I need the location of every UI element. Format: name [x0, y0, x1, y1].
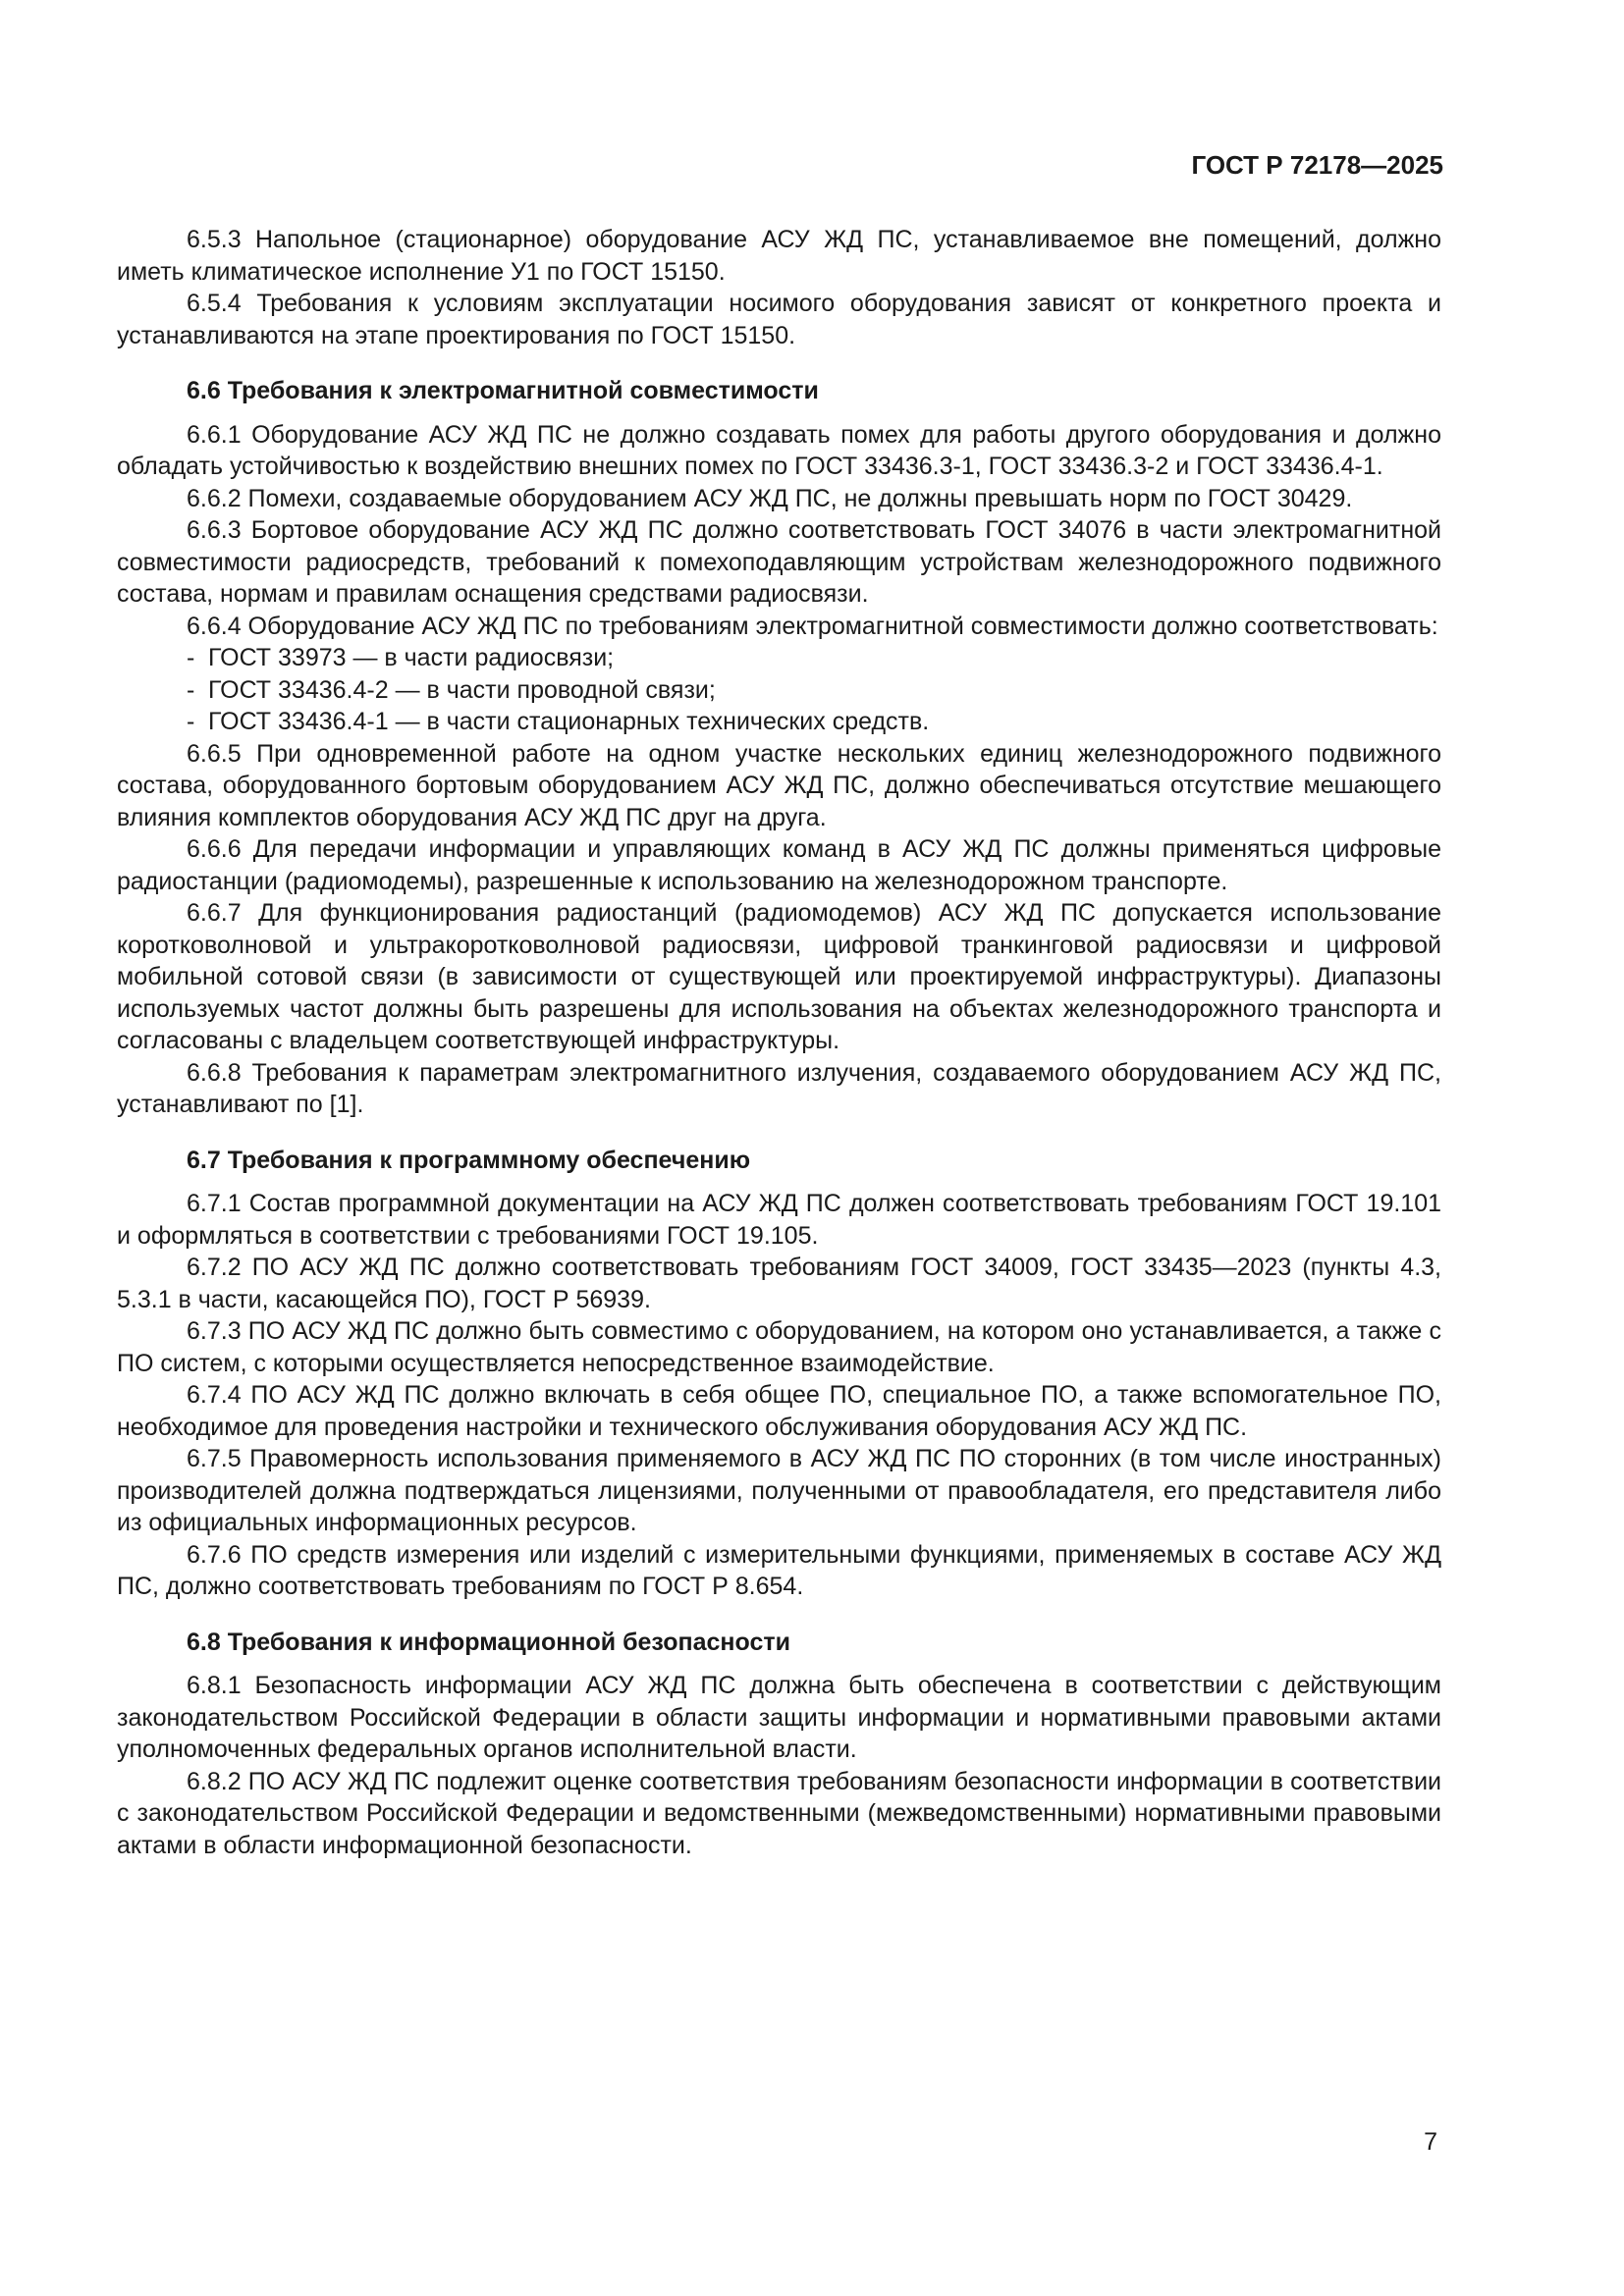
paragraph-6-6-7: 6.6.7 Для функционирования радиостанций (радиомодемов) АСУ ЖД ПС допускается использование коротковолновой и ультракоротковолновой радиосвязи, цифровой транкинговой радиосвязи и цифровой мобильной сотовой связи (в зависимости от существующей или проектируемой инфраструктуры). Диапазоны используемых частот должны быть разрешены для использования на объектах железнодорожного транспорта и согласованы с владельцем соответствующей инфраструктуры.	[117, 899, 1441, 1054]
page-number: 7	[1424, 2128, 1437, 2156]
paragraph-6-5-3: 6.5.3 Напольное (стационарное) оборудование АСУ ЖД ПС, устанавливаемое вне помещений, должно иметь климатическое исполнение У1 по ГОСТ 15150.	[117, 226, 1441, 286]
paragraph-6-6-1: 6.6.1 Оборудование АСУ ЖД ПС не должно создавать помех для работы другого оборудования и должно обладать устойчивостью к воздействию внешних помех по ГОСТ 33436.3-1, ГОСТ 33436.3-2 и ГОСТ 33436.4-1.	[117, 420, 1441, 480]
list-dash: -	[187, 644, 195, 671]
list-item	[117, 642, 1441, 674]
list-dash: -	[187, 675, 195, 704]
paragraph-6-6-3: 6.6.3 Бортовое оборудование АСУ ЖД ПС должно соответствовать ГОСТ 34076 в части электромагнитной совместимости радиосредств, требований к помехоподавляющим устройствам железнодорожного подвижного состава, нормам и правилам оснащения средствами радиосвязи.	[117, 516, 1441, 608]
document-body	[117, 224, 1441, 1861]
paragraph-6-8-2: 6.8.2 ПО АСУ ЖД ПС подлежит оценке соответствия требованиям безопасности информации в соответствии с законодательством Российской Федерации и ведомственными (межведомственными) нормативными правовыми актами в области информационной безопасности.	[117, 1767, 1441, 1859]
paragraph-6-5-4: 6.5.4 Требования к условиям эксплуатации носимого оборудования зависят от конкретного проекта и устанавливаются на этапе проектирования по ГОСТ 15150.	[117, 290, 1441, 349]
paragraph-6-7-2: 6.7.2 ПО АСУ ЖД ПС должно соответствовать требованиям ГОСТ 34009, ГОСТ 33435—2023 (пункты 4.3, 5.3.1 в части, касающейся ПО), ГОСТ Р 56939.	[117, 1254, 1441, 1313]
list-item-text: ГОСТ 33436.4-2 — в части проводной связи;	[208, 675, 716, 704]
list-item	[117, 674, 1441, 707]
paragraph-6-6-2: 6.6.2 Помехи, создаваемые оборудованием АСУ ЖД ПС, не должны превышать норм по ГОСТ 30429.	[187, 484, 1353, 512]
paragraph-6-7-1: 6.7.1 Состав программной документации на АСУ ЖД ПС должен соответствовать требованиям ГОСТ 19.101 и оформляться в соответствии с требованиями ГОСТ 19.105.	[117, 1190, 1441, 1250]
section-heading-6-6: 6.6 Требования к электромагнитной совместимости	[187, 377, 819, 404]
list-item-text: ГОСТ 33973 — в части радиосвязи;	[208, 644, 615, 671]
paragraph-6-6-6: 6.6.6 Для передачи информации и управляющих команд в АСУ ЖД ПС должны применяться цифровые радиостанции (радиомодемы), разрешенные к использованию на железнодорожном транспорте.	[117, 835, 1441, 895]
list-item-text: ГОСТ 33436.4-1 — в части стационарных технических средств.	[208, 708, 930, 735]
paragraph-6-7-3: 6.7.3 ПО АСУ ЖД ПС должно быть совместимо с оборудованием, на котором оно устанавливается, а также с ПО систем, с которыми осуществляется непосредственное взаимодействие.	[117, 1317, 1441, 1377]
paragraph-6-8-1: 6.8.1 Безопасность информации АСУ ЖД ПС должна быть обеспечена в соответствии с действующим законодательством Российской Федерации в области защиты информации и нормативными правовыми актами уполномоченных федеральных органов исполнительной власти.	[117, 1672, 1441, 1763]
document-number-header: ГОСТ Р 72178—2025	[1191, 150, 1443, 180]
paragraph-6-7-4: 6.7.4 ПО АСУ ЖД ПС должно включать в себя общее ПО, специальное ПО, а также вспомогательное ПО, необходимое для проведения настройки и технического обслуживания оборудования АСУ ЖД ПС.	[117, 1381, 1441, 1441]
section-heading-6-7: 6.7 Требования к программному обеспечению	[187, 1146, 751, 1174]
section-heading-6-8: 6.8 Требования к информационной безопасности	[187, 1628, 790, 1656]
paragraph-6-6-5: 6.6.5 При одновременной работе на одном участке нескольких единиц железнодорожного подвижного состава, оборудованного бортовым оборудованием АСУ ЖД ПС, должно обеспечиваться отсутствие мешающего влияния комплектов оборудования АСУ ЖД ПС друг на друга.	[117, 739, 1441, 831]
paragraph-6-7-5: 6.7.5 Правомерность использования применяемого в АСУ ЖД ПС ПО сторонних (в том числе иностранных) производителей должна подтверждаться лицензиями, полученными от правообладателя, его представителя либо из официальных информационных ресурсов.	[117, 1445, 1441, 1536]
list-item	[117, 706, 1441, 738]
paragraph-6-6-4: 6.6.4 Оборудование АСУ ЖД ПС по требованиям электромагнитной совместимости должно соответствовать:	[187, 612, 1438, 640]
paragraph-6-6-8: 6.6.8 Требования к параметрам электромагнитного излучения, создаваемого оборудованием АСУ ЖД ПС, устанавливают по [1].	[117, 1058, 1441, 1118]
paragraph-6-7-6: 6.7.6 ПО средств измерения или изделий с измерительными функциями, применяемых в составе АСУ ЖД ПС, должно соответствовать требованиям по ГОСТ Р 8.654.	[117, 1540, 1441, 1600]
list-dash: -	[187, 708, 195, 735]
